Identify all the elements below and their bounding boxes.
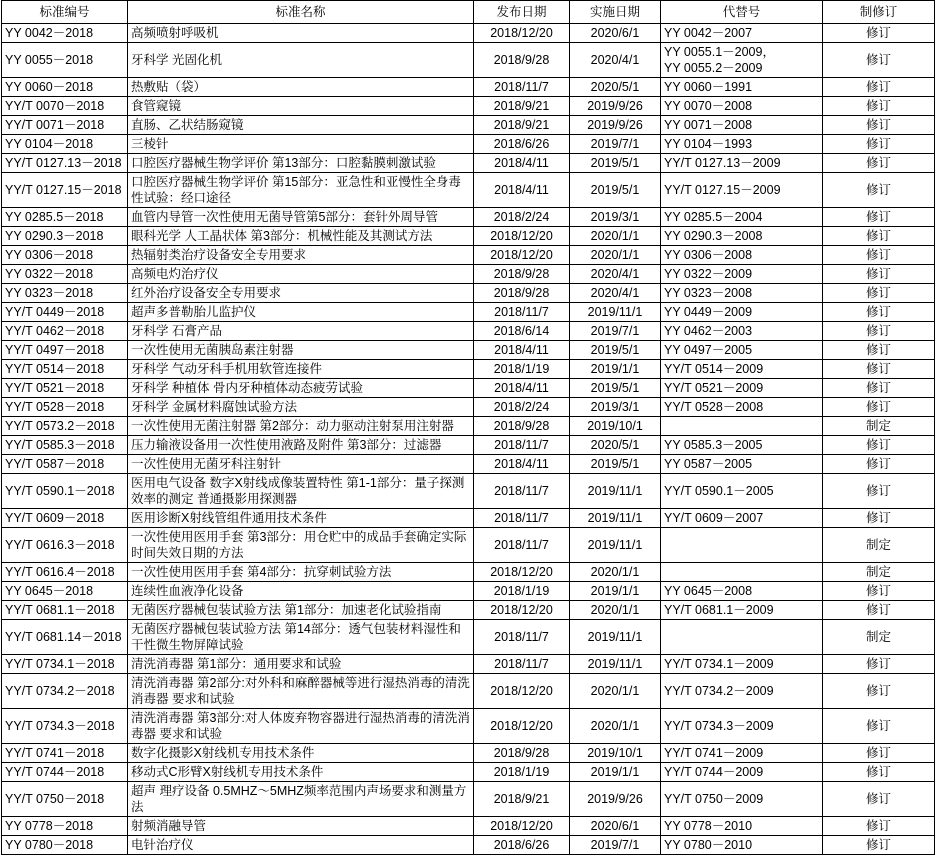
cell-standard-code: YY/T 0734.2－2018 bbox=[2, 674, 128, 709]
cell-standard-code: YY 0306－2018 bbox=[2, 246, 128, 265]
cell-issue-date: 2018/6/14 bbox=[474, 322, 570, 341]
cell-issue-date: 2018/12/20 bbox=[474, 674, 570, 709]
cell-revision-type: 修订 bbox=[823, 24, 935, 43]
cell-issue-date: 2018/11/7 bbox=[474, 474, 570, 509]
cell-standard-code: YY/T 0127.13－2018 bbox=[2, 154, 128, 173]
cell-effective-date: 2020/1/1 bbox=[570, 674, 661, 709]
cell-standard-code: YY 0060－2018 bbox=[2, 78, 128, 97]
cell-revision-type: 修订 bbox=[823, 474, 935, 509]
cell-standard-code: YY 0645－2018 bbox=[2, 582, 128, 601]
cell-replaces: YY 0780－2010 bbox=[661, 836, 823, 855]
cell-standard-code: YY/T 0609－2018 bbox=[2, 509, 128, 528]
cell-issue-date: 2018/11/7 bbox=[474, 620, 570, 655]
cell-standard-name: 热辐射类治疗设备安全专用要求 bbox=[128, 246, 474, 265]
cell-replaces: YY 0290.3－2008 bbox=[661, 227, 823, 246]
cell-effective-date: 2020/4/1 bbox=[570, 284, 661, 303]
cell-effective-date: 2020/4/1 bbox=[570, 265, 661, 284]
cell-issue-date: 2018/11/7 bbox=[474, 303, 570, 322]
cell-replaces: YY 0055.1－2009， YY 0055.2－2009 bbox=[661, 43, 823, 78]
table-row bbox=[2, 135, 935, 154]
cell-standard-name: 一次性使用无菌注射器 第2部分：动力驱动注射泵用注射器 bbox=[128, 417, 474, 436]
cell-standard-name: 射频消融导管 bbox=[128, 817, 474, 836]
cell-issue-date: 2018/4/11 bbox=[474, 379, 570, 398]
cell-standard-name: 清洗消毒器 第1部分：通用要求和试验 bbox=[128, 655, 474, 674]
table-body bbox=[2, 24, 935, 855]
cell-issue-date: 2018/11/7 bbox=[474, 509, 570, 528]
cell-revision-type: 修订 bbox=[823, 284, 935, 303]
cell-issue-date: 2018/9/28 bbox=[474, 265, 570, 284]
cell-standard-name: 压力输液设备用一次性使用液路及附件 第3部分：过滤器 bbox=[128, 436, 474, 455]
cell-standard-code: YY/T 0521－2018 bbox=[2, 379, 128, 398]
cell-effective-date: 2020/4/1 bbox=[570, 43, 661, 78]
column-header-effective-date: 实施日期 bbox=[570, 1, 661, 24]
cell-revision-type: 修订 bbox=[823, 398, 935, 417]
table-row bbox=[2, 154, 935, 173]
cell-revision-type: 修订 bbox=[823, 744, 935, 763]
table-row bbox=[2, 24, 935, 43]
cell-standard-code: YY 0778－2018 bbox=[2, 817, 128, 836]
cell-replaces: YY 0060－1991 bbox=[661, 78, 823, 97]
cell-standard-code: YY/T 0497－2018 bbox=[2, 341, 128, 360]
table-row bbox=[2, 303, 935, 322]
cell-revision-type: 修订 bbox=[823, 763, 935, 782]
table-row bbox=[2, 601, 935, 620]
cell-revision-type: 修订 bbox=[823, 709, 935, 744]
cell-standard-code: YY/T 0514－2018 bbox=[2, 360, 128, 379]
column-header-replaces: 代替号 bbox=[661, 1, 823, 24]
cell-revision-type: 制定 bbox=[823, 620, 935, 655]
cell-effective-date: 2019/9/26 bbox=[570, 782, 661, 817]
cell-revision-type: 修订 bbox=[823, 322, 935, 341]
cell-standard-code: YY/T 0616.3－2018 bbox=[2, 528, 128, 563]
cell-replaces bbox=[661, 563, 823, 582]
table-row bbox=[2, 208, 935, 227]
cell-revision-type: 修订 bbox=[823, 78, 935, 97]
table-row bbox=[2, 43, 935, 78]
cell-revision-type: 修订 bbox=[823, 379, 935, 398]
cell-standard-name: 口腔医疗器械生物学评价 第15部分：亚急性和亚慢性全身毒性试验：经口途径 bbox=[128, 173, 474, 208]
table-row bbox=[2, 744, 935, 763]
cell-standard-code: YY/T 0071－2018 bbox=[2, 116, 128, 135]
cell-replaces: YY/T 0590.1－2005 bbox=[661, 474, 823, 509]
table-row bbox=[2, 763, 935, 782]
cell-replaces: YY 0322－2009 bbox=[661, 265, 823, 284]
table-row bbox=[2, 836, 935, 855]
cell-standard-name: 一次性使用无菌胰岛素注射器 bbox=[128, 341, 474, 360]
table-row bbox=[2, 284, 935, 303]
table-row bbox=[2, 341, 935, 360]
cell-replaces: YY/T 0734.3－2009 bbox=[661, 709, 823, 744]
cell-standard-name: 医用电气设备 数字X射线成像装置特性 第1-1部分：量子探测效率的测定 普通摄影用探测器 bbox=[128, 474, 474, 509]
table-header-row bbox=[2, 1, 935, 24]
cell-effective-date: 2019/10/1 bbox=[570, 417, 661, 436]
cell-effective-date: 2019/7/1 bbox=[570, 836, 661, 855]
cell-effective-date: 2019/9/26 bbox=[570, 97, 661, 116]
cell-issue-date: 2018/1/19 bbox=[474, 360, 570, 379]
cell-standard-code: YY/T 0587－2018 bbox=[2, 455, 128, 474]
cell-standard-name: 移动式C形臂X射线机专用技术条件 bbox=[128, 763, 474, 782]
cell-effective-date: 2019/1/1 bbox=[570, 763, 661, 782]
cell-effective-date: 2019/7/1 bbox=[570, 322, 661, 341]
cell-replaces bbox=[661, 417, 823, 436]
cell-effective-date: 2020/1/1 bbox=[570, 246, 661, 265]
table-row bbox=[2, 265, 935, 284]
cell-standard-code: YY 0322－2018 bbox=[2, 265, 128, 284]
cell-replaces: YY/T 0741－2009 bbox=[661, 744, 823, 763]
cell-effective-date: 2019/1/1 bbox=[570, 360, 661, 379]
cell-effective-date: 2019/5/1 bbox=[570, 455, 661, 474]
cell-effective-date: 2019/5/1 bbox=[570, 173, 661, 208]
cell-revision-type: 修订 bbox=[823, 582, 935, 601]
cell-standard-name: 血管内导管一次性使用无菌导管第5部分：套针外周导管 bbox=[128, 208, 474, 227]
cell-effective-date: 2020/6/1 bbox=[570, 24, 661, 43]
cell-effective-date: 2020/6/1 bbox=[570, 817, 661, 836]
cell-replaces: YY 0285.5－2004 bbox=[661, 208, 823, 227]
column-header-type: 制修订 bbox=[823, 1, 935, 24]
cell-revision-type: 修订 bbox=[823, 360, 935, 379]
cell-standard-code: YY 0104－2018 bbox=[2, 135, 128, 154]
table-row bbox=[2, 817, 935, 836]
column-header-name: 标准名称 bbox=[128, 1, 474, 24]
cell-standard-code: YY/T 0449－2018 bbox=[2, 303, 128, 322]
table-row bbox=[2, 782, 935, 817]
cell-issue-date: 2018/12/20 bbox=[474, 24, 570, 43]
cell-standard-code: YY/T 0127.15－2018 bbox=[2, 173, 128, 208]
cell-standard-name: 牙科学 种植体 骨内牙种植体动态疲劳试验 bbox=[128, 379, 474, 398]
cell-replaces: YY/T 0744－2009 bbox=[661, 763, 823, 782]
cell-replaces: YY 0585.3－2005 bbox=[661, 436, 823, 455]
cell-issue-date: 2018/9/21 bbox=[474, 97, 570, 116]
cell-issue-date: 2018/9/21 bbox=[474, 782, 570, 817]
cell-revision-type: 修订 bbox=[823, 436, 935, 455]
cell-replaces: YY/T 0734.1－2009 bbox=[661, 655, 823, 674]
table-row bbox=[2, 78, 935, 97]
table-row bbox=[2, 97, 935, 116]
table-row bbox=[2, 360, 935, 379]
cell-effective-date: 2019/3/1 bbox=[570, 208, 661, 227]
cell-revision-type: 修订 bbox=[823, 782, 935, 817]
cell-standard-code: YY 0290.3－2018 bbox=[2, 227, 128, 246]
cell-standard-name: 超声 理疗设备 0.5MHZ～5MHZ频率范围内声场要求和测量方法 bbox=[128, 782, 474, 817]
cell-effective-date: 2020/5/1 bbox=[570, 78, 661, 97]
cell-standard-code: YY 0055－2018 bbox=[2, 43, 128, 78]
cell-effective-date: 2019/11/1 bbox=[570, 528, 661, 563]
cell-standard-name: 清洗消毒器 第3部分:对人体废弃物容器进行湿热消毒的清洗消毒器 要求和试验 bbox=[128, 709, 474, 744]
cell-standard-name: 热敷贴（袋） bbox=[128, 78, 474, 97]
table-row bbox=[2, 620, 935, 655]
table-row bbox=[2, 674, 935, 709]
cell-effective-date: 2019/3/1 bbox=[570, 398, 661, 417]
table-row bbox=[2, 436, 935, 455]
cell-effective-date: 2019/5/1 bbox=[570, 154, 661, 173]
cell-standard-code: YY/T 0734.1－2018 bbox=[2, 655, 128, 674]
cell-standard-name: 三棱针 bbox=[128, 135, 474, 154]
table-row bbox=[2, 322, 935, 341]
cell-revision-type: 修订 bbox=[823, 173, 935, 208]
cell-revision-type: 修订 bbox=[823, 208, 935, 227]
cell-revision-type: 修订 bbox=[823, 817, 935, 836]
cell-issue-date: 2018/12/20 bbox=[474, 227, 570, 246]
cell-standard-name: 牙科学 石膏产品 bbox=[128, 322, 474, 341]
cell-issue-date: 2018/11/7 bbox=[474, 655, 570, 674]
cell-effective-date: 2019/5/1 bbox=[570, 379, 661, 398]
cell-standard-name: 医用诊断X射线管组件通用技术条件 bbox=[128, 509, 474, 528]
cell-revision-type: 修订 bbox=[823, 455, 935, 474]
cell-issue-date: 2018/1/19 bbox=[474, 582, 570, 601]
table-row bbox=[2, 227, 935, 246]
cell-issue-date: 2018/12/20 bbox=[474, 601, 570, 620]
cell-standard-name: 数字化摄影X射线机专用技术条件 bbox=[128, 744, 474, 763]
cell-standard-code: YY/T 0734.3－2018 bbox=[2, 709, 128, 744]
cell-revision-type: 修订 bbox=[823, 655, 935, 674]
cell-revision-type: 修订 bbox=[823, 135, 935, 154]
cell-issue-date: 2018/4/11 bbox=[474, 154, 570, 173]
cell-issue-date: 2018/2/24 bbox=[474, 208, 570, 227]
cell-standard-name: 高频喷射呼吸机 bbox=[128, 24, 474, 43]
cell-issue-date: 2018/12/20 bbox=[474, 817, 570, 836]
cell-effective-date: 2019/10/1 bbox=[570, 744, 661, 763]
cell-issue-date: 2018/4/11 bbox=[474, 455, 570, 474]
cell-replaces: YY 0071－2008 bbox=[661, 116, 823, 135]
cell-standard-name: 连续性血液净化设备 bbox=[128, 582, 474, 601]
cell-issue-date: 2018/9/21 bbox=[474, 116, 570, 135]
cell-replaces: YY/T 0734.2－2009 bbox=[661, 674, 823, 709]
cell-replaces: YY 0104－1993 bbox=[661, 135, 823, 154]
cell-standard-code: YY/T 0741－2018 bbox=[2, 744, 128, 763]
cell-standard-code: YY/T 0585.3－2018 bbox=[2, 436, 128, 455]
table-row bbox=[2, 474, 935, 509]
cell-standard-code: YY/T 0573.2－2018 bbox=[2, 417, 128, 436]
cell-effective-date: 2019/1/1 bbox=[570, 582, 661, 601]
cell-replaces: YY 0497－2005 bbox=[661, 341, 823, 360]
cell-replaces: YY 0306－2008 bbox=[661, 246, 823, 265]
cell-revision-type: 修订 bbox=[823, 341, 935, 360]
cell-standard-name: 无菌医疗器械包装试验方法 第14部分：透气包装材料湿性和干性微生物屏障试验 bbox=[128, 620, 474, 655]
cell-issue-date: 2018/12/20 bbox=[474, 709, 570, 744]
cell-replaces: YY 0462－2003 bbox=[661, 322, 823, 341]
cell-issue-date: 2018/12/20 bbox=[474, 246, 570, 265]
cell-replaces bbox=[661, 528, 823, 563]
table-row bbox=[2, 116, 935, 135]
cell-standard-name: 一次性使用医用手套 第3部分：用仓贮中的成品手套确定实际时间失效日期的方法 bbox=[128, 528, 474, 563]
table-row bbox=[2, 455, 935, 474]
cell-replaces: YY/T 0514－2009 bbox=[661, 360, 823, 379]
cell-issue-date: 2018/6/26 bbox=[474, 135, 570, 154]
cell-standard-code: YY 0323－2018 bbox=[2, 284, 128, 303]
cell-issue-date: 2018/1/19 bbox=[474, 763, 570, 782]
cell-revision-type: 修订 bbox=[823, 265, 935, 284]
table-row bbox=[2, 563, 935, 582]
cell-replaces: YY/T 0521－2009 bbox=[661, 379, 823, 398]
cell-issue-date: 2018/9/28 bbox=[474, 284, 570, 303]
cell-standard-code: YY/T 0681.1－2018 bbox=[2, 601, 128, 620]
cell-replaces bbox=[661, 620, 823, 655]
table-row bbox=[2, 655, 935, 674]
cell-effective-date: 2020/1/1 bbox=[570, 563, 661, 582]
cell-replaces: YY 0778－2010 bbox=[661, 817, 823, 836]
cell-standard-name: 牙科学 气动牙科手机用软管连接件 bbox=[128, 360, 474, 379]
cell-effective-date: 2019/11/1 bbox=[570, 474, 661, 509]
cell-standard-code: YY/T 0681.14－2018 bbox=[2, 620, 128, 655]
cell-standard-name: 一次性使用无菌牙科注射针 bbox=[128, 455, 474, 474]
table-row bbox=[2, 709, 935, 744]
cell-revision-type: 修订 bbox=[823, 97, 935, 116]
cell-replaces: YY/T 0681.1－2009 bbox=[661, 601, 823, 620]
cell-standard-name: 牙科学 金属材料腐蚀试验方法 bbox=[128, 398, 474, 417]
cell-effective-date: 2020/5/1 bbox=[570, 436, 661, 455]
cell-standard-name: 眼科光学 人工晶状体 第3部分：机械性能及其测试方法 bbox=[128, 227, 474, 246]
cell-replaces: YY/T 0750－2009 bbox=[661, 782, 823, 817]
cell-revision-type: 修订 bbox=[823, 303, 935, 322]
cell-issue-date: 2018/4/11 bbox=[474, 173, 570, 208]
cell-replaces: YY/T 0127.13－2009 bbox=[661, 154, 823, 173]
cell-effective-date: 2019/11/1 bbox=[570, 303, 661, 322]
cell-issue-date: 2018/11/7 bbox=[474, 436, 570, 455]
cell-standard-code: YY/T 0750－2018 bbox=[2, 782, 128, 817]
cell-issue-date: 2018/11/7 bbox=[474, 528, 570, 563]
cell-replaces: YY/T 0609－2007 bbox=[661, 509, 823, 528]
cell-replaces: YY/T 0127.15－2009 bbox=[661, 173, 823, 208]
table-row bbox=[2, 417, 935, 436]
table-row bbox=[2, 173, 935, 208]
cell-effective-date: 2019/11/1 bbox=[570, 620, 661, 655]
cell-revision-type: 修订 bbox=[823, 601, 935, 620]
cell-issue-date: 2018/9/28 bbox=[474, 43, 570, 78]
cell-standard-name: 红外治疗设备安全专用要求 bbox=[128, 284, 474, 303]
cell-replaces: YY 0042－2007 bbox=[661, 24, 823, 43]
cell-revision-type: 修订 bbox=[823, 154, 935, 173]
cell-standard-code: YY/T 0744－2018 bbox=[2, 763, 128, 782]
cell-issue-date: 2018/11/7 bbox=[474, 78, 570, 97]
cell-revision-type: 制定 bbox=[823, 417, 935, 436]
cell-standard-code: YY/T 0070－2018 bbox=[2, 97, 128, 116]
cell-effective-date: 2020/1/1 bbox=[570, 601, 661, 620]
cell-revision-type: 修订 bbox=[823, 509, 935, 528]
cell-replaces: YY 0070－2008 bbox=[661, 97, 823, 116]
cell-revision-type: 修订 bbox=[823, 674, 935, 709]
cell-standard-code: YY/T 0616.4－2018 bbox=[2, 563, 128, 582]
cell-standard-name: 牙科学 光固化机 bbox=[128, 43, 474, 78]
cell-replaces: YY 0645－2008 bbox=[661, 582, 823, 601]
cell-replaces: YY/T 0528－2008 bbox=[661, 398, 823, 417]
cell-issue-date: 2018/9/28 bbox=[474, 417, 570, 436]
cell-standard-name: 口腔医疗器械生物学评价 第13部分：口腔黏膜刺激试验 bbox=[128, 154, 474, 173]
cell-issue-date: 2018/12/20 bbox=[474, 563, 570, 582]
cell-effective-date: 2019/9/26 bbox=[570, 116, 661, 135]
cell-effective-date: 2019/11/1 bbox=[570, 509, 661, 528]
cell-standard-code: YY/T 0528－2018 bbox=[2, 398, 128, 417]
cell-standard-code: YY/T 0462－2018 bbox=[2, 322, 128, 341]
cell-effective-date: 2020/1/1 bbox=[570, 227, 661, 246]
table-row bbox=[2, 398, 935, 417]
cell-standard-name: 清洗消毒器 第2部分:对外科和麻醉器械等进行湿热消毒的清洗消毒器 要求和试验 bbox=[128, 674, 474, 709]
cell-effective-date: 2019/11/1 bbox=[570, 655, 661, 674]
cell-standard-name: 直肠、乙状结肠窥镜 bbox=[128, 116, 474, 135]
table-row bbox=[2, 246, 935, 265]
cell-replaces: YY 0323－2008 bbox=[661, 284, 823, 303]
table-row bbox=[2, 509, 935, 528]
cell-standard-name: 高频电灼治疗仪 bbox=[128, 265, 474, 284]
cell-revision-type: 修订 bbox=[823, 227, 935, 246]
cell-issue-date: 2018/2/24 bbox=[474, 398, 570, 417]
cell-standard-name: 电针治疗仪 bbox=[128, 836, 474, 855]
cell-issue-date: 2018/4/11 bbox=[474, 341, 570, 360]
column-header-code: 标准编号 bbox=[2, 1, 128, 24]
table-row bbox=[2, 379, 935, 398]
cell-standard-name: 超声多普勒胎儿监护仪 bbox=[128, 303, 474, 322]
cell-standard-code: YY 0285.5－2018 bbox=[2, 208, 128, 227]
cell-standard-name: 无菌医疗器械包装试验方法 第1部分：加速老化试验指南 bbox=[128, 601, 474, 620]
cell-effective-date: 2020/1/1 bbox=[570, 709, 661, 744]
cell-standard-code: YY 0042－2018 bbox=[2, 24, 128, 43]
cell-issue-date: 2018/6/26 bbox=[474, 836, 570, 855]
cell-standard-name: 食管窥镜 bbox=[128, 97, 474, 116]
column-header-issue-date: 发布日期 bbox=[474, 1, 570, 24]
cell-effective-date: 2019/7/1 bbox=[570, 135, 661, 154]
standards-table bbox=[1, 0, 935, 855]
cell-revision-type: 修订 bbox=[823, 43, 935, 78]
table-row bbox=[2, 528, 935, 563]
cell-revision-type: 制定 bbox=[823, 563, 935, 582]
table-row bbox=[2, 582, 935, 601]
cell-revision-type: 修订 bbox=[823, 836, 935, 855]
cell-revision-type: 制定 bbox=[823, 528, 935, 563]
cell-issue-date: 2018/9/28 bbox=[474, 744, 570, 763]
cell-replaces: YY 0587－2005 bbox=[661, 455, 823, 474]
cell-standard-code: YY/T 0590.1－2018 bbox=[2, 474, 128, 509]
cell-effective-date: 2019/5/1 bbox=[570, 341, 661, 360]
cell-replaces: YY 0449－2009 bbox=[661, 303, 823, 322]
cell-standard-code: YY 0780－2018 bbox=[2, 836, 128, 855]
cell-standard-name: 一次性使用医用手套 第4部分：抗穿刺试验方法 bbox=[128, 563, 474, 582]
cell-revision-type: 修订 bbox=[823, 246, 935, 265]
cell-revision-type: 修订 bbox=[823, 116, 935, 135]
